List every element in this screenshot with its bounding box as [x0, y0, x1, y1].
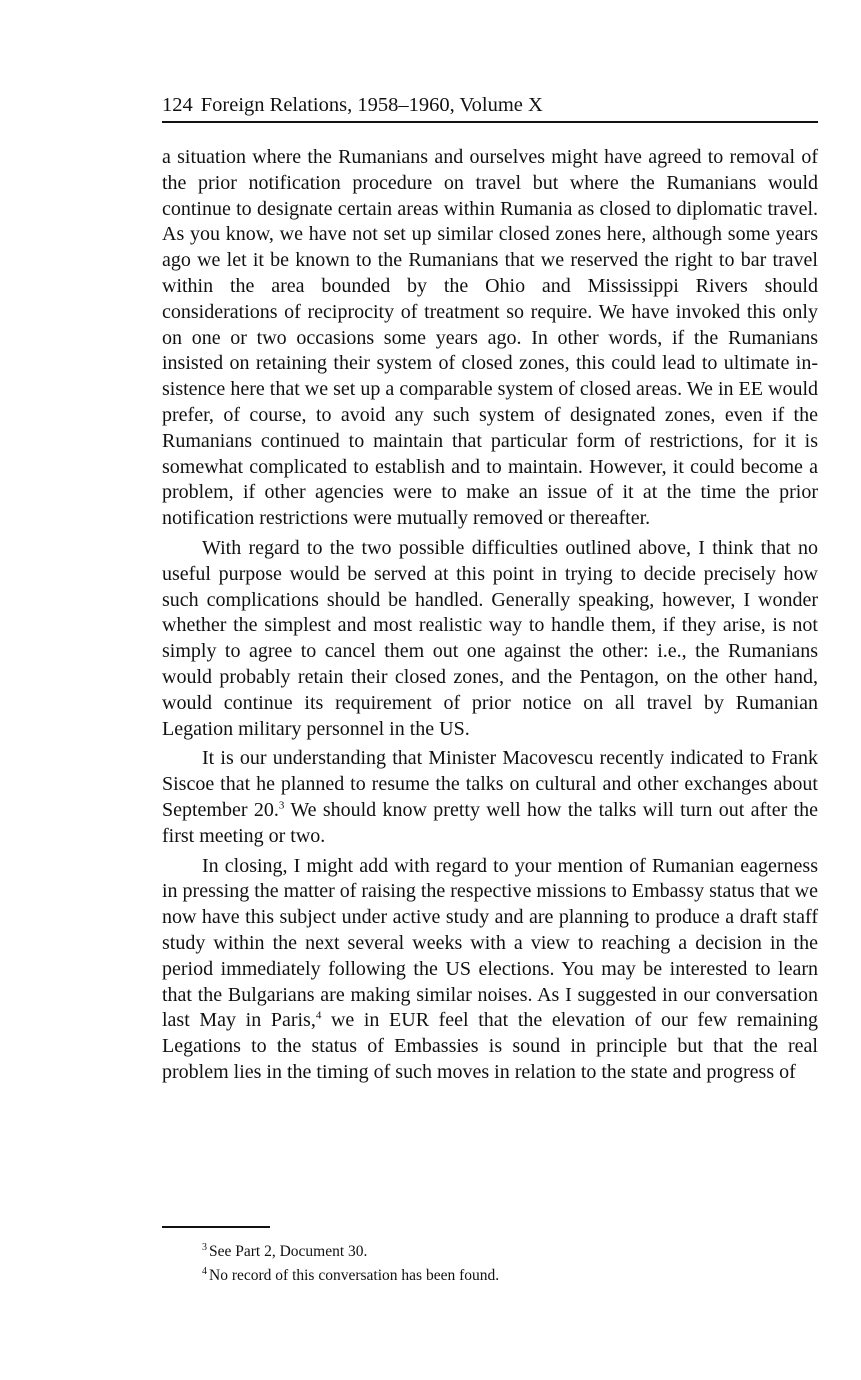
- body-text: [162, 145, 818, 1086]
- paragraph-4-text-end: we in EUR feel that the elevation of our few remaining Legations to the status of Embassies is sound in principle but that the real problem lies in the timing of such moves in relation to the state and progress of: [162, 1009, 818, 1083]
- footnote-number: 4: [202, 1265, 207, 1277]
- running-head: [162, 92, 818, 123]
- paragraph-1: a situation where the Rumanians and ourselves might have agreed to removal of the prior notification procedure on travel but where the Rumanians would continue to designate certain areas within Rumania as closed to diplomatic travel. As you know, we have not set up similar closed zones here, although some years ago we let it be known to the Rumanians that we reserved the right to bar travel within the area bounded by the Ohio and Mississippi Rivers should considerations of reciprocity of treatment so require. We have invoked this only on one or two occasions some years ago. In other words, if the Rumanians insisted on retaining their system of closed zones, this could lead to ultimate insistence here that we set up a comparable system of closed areas. We in EE would prefer, of course, to avoid any such system of designated zones, even if the Rumanians continued to maintain that particular form of restrictions, for it is somewhat complicated to establish and to maintain. However, it could become a problem, if other agencies were to make an issue of it at the time the prior notification restrictions were mutually removed or thereafter.: [162, 146, 818, 530]
- paragraph-4-text-start: In closing, I might add with regard to your mention of Rumanian eagerness in pressing the matter of raising the respective missions to Embassy status that we now have this subject under active study and are planning to produce a draft staff study within the next several weeks with a view to reaching a decision in the period immediately following the US elections. You may be interested to learn that the Bulgarians are making similar noises. As I suggested in our conversation last May in Paris,: [162, 854, 818, 1032]
- footnote-number: 3: [202, 1241, 207, 1253]
- paragraph-4: [162, 854, 818, 1086]
- paragraph-3-text-end: We should know pretty well how the talks will turn out after the first meeting or two.: [162, 798, 819, 847]
- footnote-text: No record of this conversation has been found.: [209, 1267, 500, 1284]
- paragraph-3: [162, 746, 818, 849]
- paragraph-3-text-start: It is our understanding that Minister Macovescu recently indicated to Frank Siscoe that he planned to resume the talks on cultural and other exchanges about September 20.: [162, 747, 818, 821]
- footnote-divider: [162, 1226, 270, 1228]
- volume-title: Foreign Relations, 1958–1960, Volume X: [200, 94, 543, 116]
- paragraph-2: With regard to the two possible difficulties outlined above, I think that no useful purpose would be served at this point in trying to decide precisely how such complications should be handled. Generally speaking, however, I wonder whether the simplest and most realistic way to handle them, if they arise, is not simply to agree to cancel them out one against the other: i.e., the Rumanians would probably retain their closed zones, and the Pentagon, on the other hand, would continue its requirement of prior notice on all travel by Rumanian Legation military personnel in the US.: [162, 536, 818, 740]
- footnotes: [202, 1240, 818, 1288]
- footnote-4: [202, 1264, 818, 1288]
- document-page: [162, 92, 818, 1086]
- footnote-text: See Part 2, Document 30.: [209, 1243, 368, 1260]
- footnote-3: [202, 1240, 818, 1264]
- footnote-ref-3: 3: [278, 799, 285, 812]
- page-number: 124: [162, 94, 193, 116]
- footnote-ref-4: 4: [315, 1009, 322, 1022]
